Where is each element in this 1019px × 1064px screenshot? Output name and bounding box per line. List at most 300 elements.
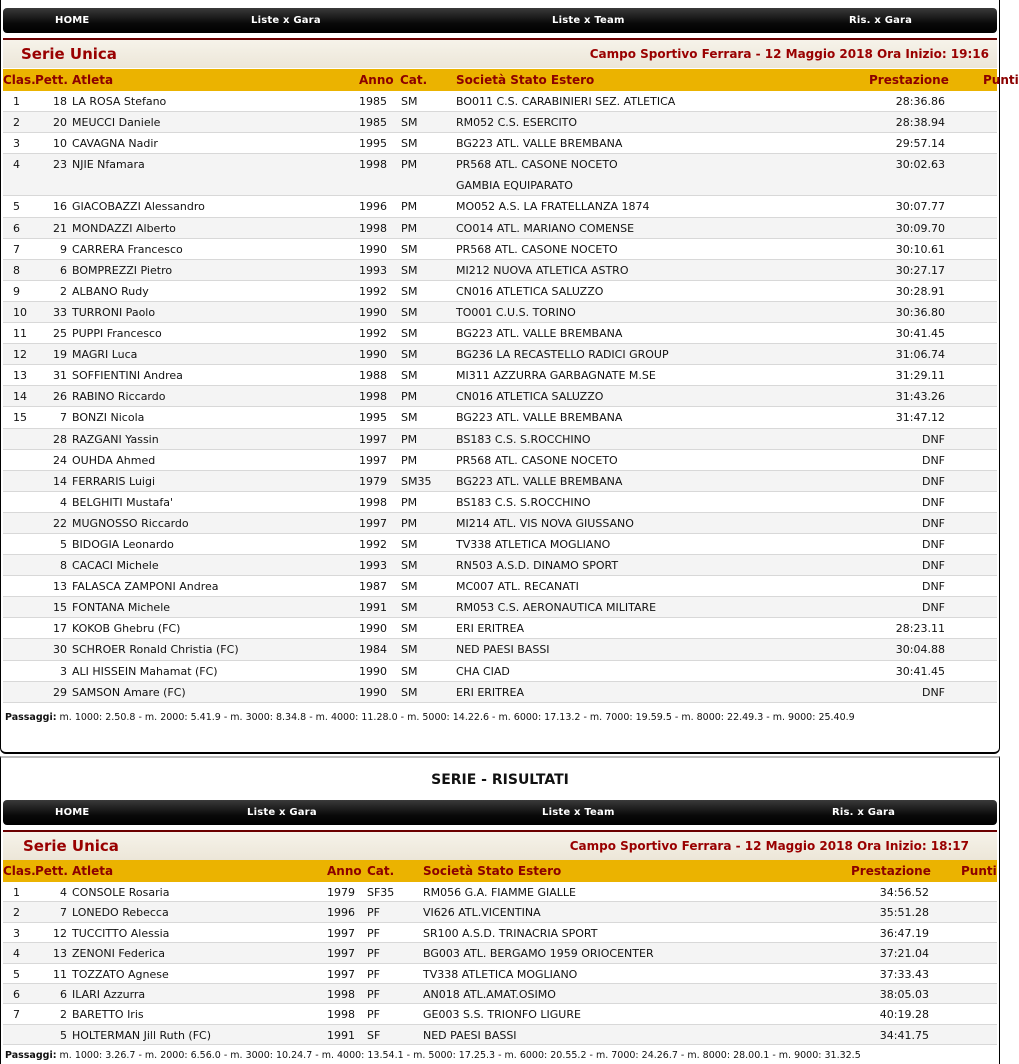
table-row xyxy=(3,344,997,365)
cell-anno: 1990 xyxy=(359,348,387,362)
serie-header xyxy=(3,830,997,860)
table-row xyxy=(3,555,997,576)
cell-prestazione: DNF xyxy=(921,580,945,594)
cell-anno: 1990 xyxy=(359,242,387,256)
table-row xyxy=(3,91,997,112)
serie-info: Campo Sportivo Ferrara - 12 Maggio 2018 Ora Inizio: 18:17 xyxy=(569,839,969,853)
cell-anno: 1996 xyxy=(359,200,387,214)
cell-anno: 1995 xyxy=(359,411,387,425)
cell-anno: 1997 xyxy=(359,432,387,446)
cell-prestazione: 29:57.14 xyxy=(895,137,945,151)
cell-societa: PR568 ATL. CASONE NOCETO xyxy=(456,158,618,172)
cell-prestazione: 37:21.04 xyxy=(879,947,929,961)
cell-prestazione: 28:36.86 xyxy=(895,95,945,108)
cell-atleta: TURRONI Paolo xyxy=(72,305,156,319)
cell-cat: SM35 xyxy=(401,474,432,488)
col-societa: Società Stato Estero xyxy=(456,73,595,87)
cell-anno: 1979 xyxy=(327,886,355,899)
cell-societa: RM052 C.S. ESERCITO xyxy=(456,116,578,130)
cell-cat: PM xyxy=(401,221,418,235)
cell-cat: PF xyxy=(367,947,380,961)
cell-cat: PM xyxy=(401,432,418,446)
table-row xyxy=(3,1025,997,1045)
cell-cat: PM xyxy=(401,453,418,467)
col-pett: Pett. xyxy=(35,864,68,878)
cell-anno: 1985 xyxy=(359,95,387,108)
cell-prestazione: DNF xyxy=(921,453,945,467)
nav-liste-gara-link[interactable]: Liste x Gara xyxy=(251,15,321,26)
cell-clas: 12 xyxy=(13,348,27,362)
cell-societa: PR568 ATL. CASONE NOCETO xyxy=(456,453,618,467)
cell-atleta: CACACI Michele xyxy=(72,559,159,573)
cell-prestazione: 30:10.61 xyxy=(895,242,945,256)
cell-societa: BS183 C.S. S.ROCCHINO xyxy=(456,432,591,446)
col-anno: Anno xyxy=(327,864,362,878)
cell-anno: 1985 xyxy=(359,116,387,130)
cell-cat: SM xyxy=(401,622,418,636)
table-row xyxy=(3,882,997,902)
cell-atleta: FALASCA ZAMPONI Andrea xyxy=(72,580,219,594)
col-societa: Società Stato Estero xyxy=(423,864,562,878)
cell-anno: 1993 xyxy=(359,559,387,573)
cell-anno: 1979 xyxy=(359,474,387,488)
cell-anno: 1988 xyxy=(359,369,387,383)
cell-societa: BG223 ATL. VALLE BREMBANA xyxy=(456,411,623,425)
cell-anno: 1998 xyxy=(327,1008,355,1022)
cell-atleta: RABINO Riccardo xyxy=(72,390,166,404)
cell-pett: 18 xyxy=(53,95,67,108)
cell-cat: PM xyxy=(401,200,418,214)
cell-prestazione: 30:02.63 xyxy=(895,158,945,172)
cell-atleta: MEUCCI Daniele xyxy=(72,116,161,130)
cell-anno: 1998 xyxy=(359,390,387,404)
cell-societa: GE003 S.S. TRIONFO LIGURE xyxy=(423,1008,581,1022)
cell-clas: 5 xyxy=(13,967,20,981)
cell-societa: TO001 C.U.S. TORINO xyxy=(456,305,576,319)
serie-title: Serie Unica xyxy=(21,45,117,63)
cell-societa: MI212 NUOVA ATLETICA ASTRO xyxy=(456,263,629,277)
cell-cat: PM xyxy=(401,390,418,404)
table-row xyxy=(3,239,997,260)
cell-clas: 3 xyxy=(13,137,20,151)
cell-cat: SF35 xyxy=(367,886,395,899)
cell-cat: PF xyxy=(367,967,380,981)
cell-prestazione: 30:28.91 xyxy=(895,284,945,298)
cell-atleta: GIACOBAZZI Alessandro xyxy=(72,200,205,214)
cell-pett: 4 xyxy=(60,886,67,899)
cell-pett: 7 xyxy=(60,411,67,425)
cell-atleta: LONEDO Rebecca xyxy=(72,906,169,920)
cell-societa: AN018 ATL.AMAT.OSIMO xyxy=(423,987,556,1001)
cell-societa: BG223 ATL. VALLE BREMBANA xyxy=(456,327,623,341)
cell-atleta: OUHDA Ahmed xyxy=(72,453,156,467)
cell-prestazione: DNF xyxy=(921,537,945,551)
cell-atleta: BONZI Nicola xyxy=(72,411,145,425)
cell-atleta: ILARI Azzurra xyxy=(72,987,146,1001)
table-row xyxy=(3,661,997,682)
cell-pett: 29 xyxy=(53,685,67,699)
cell-pett: 25 xyxy=(53,327,67,341)
cell-cat: SM xyxy=(401,580,418,594)
cell-pett: 22 xyxy=(53,516,67,530)
cell-atleta: MAGRI Luca xyxy=(72,348,138,362)
table-row xyxy=(3,260,997,281)
passaggi-label: Passaggi: xyxy=(5,712,57,723)
cell-atleta: SAMSON Amare (FC) xyxy=(72,685,186,699)
cell-prestazione: 38:05.03 xyxy=(879,987,929,1001)
cell-anno: 1984 xyxy=(359,643,387,657)
table-row xyxy=(3,112,997,133)
cell-prestazione: DNF xyxy=(921,685,945,699)
table-row xyxy=(3,133,997,154)
table-header xyxy=(3,860,997,882)
cell-atleta: MONDAZZI Alberto xyxy=(72,221,176,235)
cell-atleta: ALBANO Rudy xyxy=(72,284,149,298)
cell-pett: 11 xyxy=(53,967,67,981)
cell-pett: 19 xyxy=(53,348,67,362)
col-clas: Clas. xyxy=(3,864,36,878)
cell-clas: 4 xyxy=(13,947,20,961)
cell-atleta: KOKOB Ghebru (FC) xyxy=(72,622,181,636)
cell-pett: 13 xyxy=(53,947,67,961)
table-row xyxy=(3,471,997,492)
col-punti: Punti xyxy=(961,864,997,878)
cell-anno: 1991 xyxy=(359,601,387,615)
nav-home-link[interactable]: HOME xyxy=(55,807,90,818)
table-row xyxy=(3,534,997,555)
cell-clas: 7 xyxy=(13,1008,20,1022)
nav-liste-team-link[interactable]: Liste x Team xyxy=(542,807,615,818)
cell-anno: 1995 xyxy=(359,137,387,151)
cell-atleta: TUCCITTO Alessia xyxy=(72,926,170,940)
table-row xyxy=(3,902,997,922)
cell-prestazione: 30:41.45 xyxy=(895,327,945,341)
cell-prestazione: 31:47.12 xyxy=(895,411,945,425)
table-row xyxy=(3,984,997,1004)
cell-atleta: CONSOLE Rosaria xyxy=(72,886,170,899)
cell-societa: MO052 A.S. LA FRATELLANZA 1874 xyxy=(456,200,650,214)
cell-anno: 1998 xyxy=(359,221,387,235)
cell-atleta: SCHROER Ronald Christia (FC) xyxy=(72,643,239,657)
cell-clas: 13 xyxy=(13,369,27,383)
cell-pett: 7 xyxy=(60,906,67,920)
cell-pett: 24 xyxy=(53,453,67,467)
cell-clas: 6 xyxy=(13,987,20,1001)
cell-clas: 2 xyxy=(13,906,20,920)
cell-societa: TV338 ATLETICA MOGLIANO xyxy=(423,967,578,981)
cell-prestazione: DNF xyxy=(921,601,945,615)
cell-anno: 1997 xyxy=(359,453,387,467)
cell-prestazione: 30:27.17 xyxy=(895,263,945,277)
table-row xyxy=(3,450,997,471)
passaggi-label: Passaggi: xyxy=(5,1050,57,1061)
cell-cat: SM xyxy=(401,116,418,130)
cell-atleta: MUGNOSSO Riccardo xyxy=(72,516,189,530)
table-row xyxy=(3,1004,997,1024)
cell-pett: 15 xyxy=(53,601,67,615)
cell-pett: 6 xyxy=(60,987,67,1001)
page-heading: SERIE - RISULTATI xyxy=(431,772,569,788)
cell-societa: CN016 ATLETICA SALUZZO xyxy=(456,284,604,298)
cell-pett: 10 xyxy=(53,137,67,151)
col-prestazione: Prestazione xyxy=(869,73,949,87)
cell-clas: 6 xyxy=(13,221,20,235)
col-clas: Clas. xyxy=(3,73,36,87)
cell-societa: CHA CIAD xyxy=(456,664,510,678)
cell-anno: 1998 xyxy=(359,495,387,509)
cell-cat: SM xyxy=(401,643,418,657)
cell-clas: 14 xyxy=(13,390,27,404)
cell-societa: RM053 C.S. AERONAUTICA MILITARE xyxy=(456,601,657,615)
nav-bar xyxy=(3,800,997,825)
cell-societa: MI311 AZZURRA GARBAGNATE M.SE xyxy=(456,369,656,383)
cell-cat: SM xyxy=(401,95,418,108)
cell-prestazione: DNF xyxy=(921,495,945,509)
passaggi-line xyxy=(5,712,855,723)
col-pett: Pett. xyxy=(35,73,68,87)
cell-pett: 21 xyxy=(53,221,67,235)
nav-ris-gara-link[interactable]: Ris. x Gara xyxy=(849,15,913,26)
passaggi-values: m. 1000: 2.50.8 - m. 2000: 5.41.9 - m. 3000: 8.34.8 - m. 4000: 11.28.0 - m. 5000: 14.22.6 - m. 6000: 17.13.2 - m. 7000: 19.59.5 - m. 8000: 22.49.3 - m. 9000: 25.40.9 xyxy=(59,712,855,723)
nav-liste-team-link[interactable]: Liste x Team xyxy=(552,15,625,26)
cell-societa: BO011 C.S. CARABINIERI SEZ. ATLETICA xyxy=(456,95,676,108)
col-atleta: Atleta xyxy=(72,864,114,878)
cell-prestazione: 34:41.75 xyxy=(879,1028,929,1042)
cell-anno: 1990 xyxy=(359,622,387,636)
cell-societa: BG003 ATL. BERGAMO 1959 ORIOCENTER xyxy=(423,947,654,961)
cell-cat: PM xyxy=(401,516,418,530)
table-row xyxy=(3,618,997,639)
cell-clas: 5 xyxy=(13,200,20,214)
cell-societa: BG223 ATL. VALLE BREMBANA xyxy=(456,137,623,151)
cell-cat: SM xyxy=(401,137,418,151)
cell-cat: SM xyxy=(401,284,418,298)
cell-cat: PF xyxy=(367,926,380,940)
cell-pett: 26 xyxy=(53,390,67,404)
cell-societa: BG236 LA RECASTELLO RADICI GROUP xyxy=(456,348,669,362)
col-cat: Cat. xyxy=(400,73,428,87)
cell-atleta: CAVAGNA Nadir xyxy=(72,137,158,151)
cell-cat: SM xyxy=(401,601,418,615)
col-punti: Punti xyxy=(983,73,1019,87)
cell-prestazione: 34:56.52 xyxy=(879,886,929,899)
cell-prestazione: 30:41.45 xyxy=(895,664,945,678)
cell-cat: PM xyxy=(401,158,418,172)
cell-atleta: FONTANA Michele xyxy=(72,601,171,615)
cell-societa: RM056 G.A. FIAMME GIALLE xyxy=(423,886,576,899)
cell-societa: TV338 ATLETICA MOGLIANO xyxy=(456,537,611,551)
cell-pett: 6 xyxy=(60,263,67,277)
cell-cat: SM xyxy=(401,263,418,277)
nav-liste-gara-link[interactable]: Liste x Gara xyxy=(247,807,317,818)
cell-prestazione: 37:33.43 xyxy=(879,967,929,981)
cell-anno: 1992 xyxy=(359,537,387,551)
cell-societa: ERI ERITREA xyxy=(456,622,525,636)
cell-atleta: TOZZATO Agnese xyxy=(72,967,169,981)
table-row xyxy=(3,943,997,963)
cell-anno: 1997 xyxy=(327,926,355,940)
cell-pett: 8 xyxy=(60,559,67,573)
cell-cat: SM xyxy=(401,305,418,319)
cell-atleta: BELGHITI Mustafa' xyxy=(72,495,174,509)
cell-pett: 28 xyxy=(53,432,67,446)
cell-societa: BG223 ATL. VALLE BREMBANA xyxy=(456,474,623,488)
cell-atleta: SOFFIENTINI Andrea xyxy=(72,369,183,383)
cell-pett: 20 xyxy=(53,116,67,130)
cell-prestazione: 28:23.11 xyxy=(895,622,945,636)
cell-pett: 2 xyxy=(60,284,67,298)
cell-cat: SM xyxy=(401,327,418,341)
cell-pett: 13 xyxy=(53,580,67,594)
cell-prestazione: 30:07.77 xyxy=(895,200,945,214)
cell-cat: SM xyxy=(401,369,418,383)
cell-clas: 8 xyxy=(13,263,20,277)
col-cat: Cat. xyxy=(367,864,395,878)
table-row xyxy=(3,386,997,407)
cell-anno: 1997 xyxy=(327,947,355,961)
cell-pett: 30 xyxy=(53,643,67,657)
cell-societa: ERI ERITREA xyxy=(456,685,525,699)
cell-cat: SM xyxy=(401,242,418,256)
cell-prestazione: DNF xyxy=(921,559,945,573)
cell-anno: 1991 xyxy=(327,1028,355,1042)
cell-societa: CN016 ATLETICA SALUZZO xyxy=(456,390,604,404)
cell-cat: PF xyxy=(367,1008,380,1022)
table-row xyxy=(3,218,997,239)
nav-bar xyxy=(3,8,997,33)
nav-ris-gara-link[interactable]: Ris. x Gara xyxy=(832,807,896,818)
cell-pett: 9 xyxy=(60,242,67,256)
passaggi-values: m. 1000: 3.26.7 - m. 2000: 6.56.0 - m. 3000: 10.24.7 - m. 4000: 13.54.1 - m. 5000: 17.25.3 - m. 6000: 20.55.2 - m. 7000: 24.26.7 - m. 8000: 28.00.1 - m. 9000: 31.32.5 xyxy=(59,1050,861,1061)
cell-societa: SR100 A.S.D. TRINACRIA SPORT xyxy=(423,926,598,940)
table-row xyxy=(3,302,997,323)
cell-clas: 9 xyxy=(13,284,20,298)
cell-cat: SM xyxy=(401,664,418,678)
cell-pett: 5 xyxy=(60,1028,67,1042)
serie-title: Serie Unica xyxy=(23,837,119,855)
cell-cat: SM xyxy=(401,537,418,551)
table-row xyxy=(3,196,997,217)
results-table-body xyxy=(3,91,997,703)
cell-anno: 1990 xyxy=(359,685,387,699)
table-row xyxy=(3,323,997,344)
table-row xyxy=(3,429,997,450)
cell-pett: 17 xyxy=(53,622,67,636)
cell-societa: NED PAESI BASSI xyxy=(423,1028,517,1042)
table-row xyxy=(3,154,997,196)
serie-header xyxy=(3,38,997,68)
cell-pett: 3 xyxy=(60,664,67,678)
cell-atleta: NJIE Nfamara xyxy=(72,158,145,172)
cell-societa: RN503 A.S.D. DINAMO SPORT xyxy=(456,559,619,573)
cell-pett: 5 xyxy=(60,537,67,551)
cell-prestazione: 31:29.11 xyxy=(895,369,945,383)
cell-cat: PF xyxy=(367,987,380,1001)
cell-clas: 7 xyxy=(13,242,20,256)
table-row xyxy=(3,639,997,660)
cell-anno: 1998 xyxy=(327,987,355,1001)
cell-societa: PR568 ATL. CASONE NOCETO xyxy=(456,242,618,256)
cell-pett: 2 xyxy=(60,1008,67,1022)
cell-pett: 31 xyxy=(53,369,67,383)
serie-info: Campo Sportivo Ferrara - 12 Maggio 2018 Ora Inizio: 19:16 xyxy=(589,47,989,61)
table-row xyxy=(3,407,997,428)
cell-clas: 4 xyxy=(13,158,20,172)
cell-atleta: ZENONI Federica xyxy=(72,947,165,961)
cell-clas: 11 xyxy=(13,327,27,341)
table-row xyxy=(3,682,997,703)
cell-atleta: HOLTERMAN Jill Ruth (FC) xyxy=(72,1028,211,1042)
passaggi-line xyxy=(5,1050,861,1061)
cell-prestazione: 30:36.80 xyxy=(895,305,945,319)
cell-pett: 12 xyxy=(53,926,67,940)
nav-home-link[interactable]: HOME xyxy=(55,15,90,26)
table-row xyxy=(3,597,997,618)
cell-prestazione: DNF xyxy=(921,516,945,530)
cell-atleta: FERRARIS Luigi xyxy=(72,474,156,488)
cell-prestazione: 30:04.88 xyxy=(895,643,945,657)
cell-anno: 1987 xyxy=(359,580,387,594)
table-row xyxy=(3,492,997,513)
col-anno: Anno xyxy=(359,73,394,87)
cell-prestazione: DNF xyxy=(921,474,945,488)
cell-prestazione: 31:06.74 xyxy=(895,348,945,362)
cell-cat: SM xyxy=(401,348,418,362)
cell-cat: SF xyxy=(367,1028,381,1042)
cell-atleta: BOMPREZZI Pietro xyxy=(72,263,173,277)
cell-anno: 1992 xyxy=(359,284,387,298)
cell-prestazione: 31:43.26 xyxy=(895,390,945,404)
cell-societa: BS183 C.S. S.ROCCHINO xyxy=(456,495,591,509)
cell-anno: 1998 xyxy=(359,158,387,172)
cell-pett: 16 xyxy=(53,200,67,214)
cell-pett: 33 xyxy=(53,305,67,319)
cell-atleta: PUPPI Francesco xyxy=(72,327,162,341)
col-prestazione: Prestazione xyxy=(851,864,931,878)
cell-prestazione: 36:47.19 xyxy=(879,926,929,940)
cell-clas: 10 xyxy=(13,305,27,319)
cell-pett: 23 xyxy=(53,158,67,172)
cell-cat: PM xyxy=(401,495,418,509)
table-row xyxy=(3,281,997,302)
cell-pett: 14 xyxy=(53,474,67,488)
cell-cat: SM xyxy=(401,685,418,699)
cell-anno: 1990 xyxy=(359,305,387,319)
cell-clas: 2 xyxy=(13,116,20,130)
table-row xyxy=(3,923,997,943)
cell-anno: 1990 xyxy=(359,664,387,678)
cell-anno: 1993 xyxy=(359,263,387,277)
cell-societa: CO014 ATL. MARIANO COMENSE xyxy=(456,221,635,235)
table-row xyxy=(3,576,997,597)
cell-societa: VI626 ATL.VICENTINA xyxy=(423,906,541,920)
cell-atleta: CARRERA Francesco xyxy=(72,242,183,256)
cell-cat: PF xyxy=(367,906,380,920)
cell-atleta: BIDOGIA Leonardo xyxy=(72,537,174,551)
cell-clas: 1 xyxy=(13,95,20,108)
cell-anno: 1997 xyxy=(359,516,387,530)
cell-prestazione: 30:09.70 xyxy=(895,221,945,235)
cell-atleta: ALI HISSEIN Mahamat (FC) xyxy=(72,664,218,678)
cell-anno: 1992 xyxy=(359,327,387,341)
cell-societa: MI214 ATL. VIS NOVA GIUSSANO xyxy=(456,516,634,530)
table-row xyxy=(3,513,997,534)
cell-prestazione: DNF xyxy=(921,432,945,446)
cell-prestazione: 28:38.94 xyxy=(895,116,945,130)
cell-atleta: LA ROSA Stefano xyxy=(72,95,167,108)
cell-clas: 15 xyxy=(13,411,27,425)
cell-atleta: BARETTO Iris xyxy=(72,1008,144,1022)
